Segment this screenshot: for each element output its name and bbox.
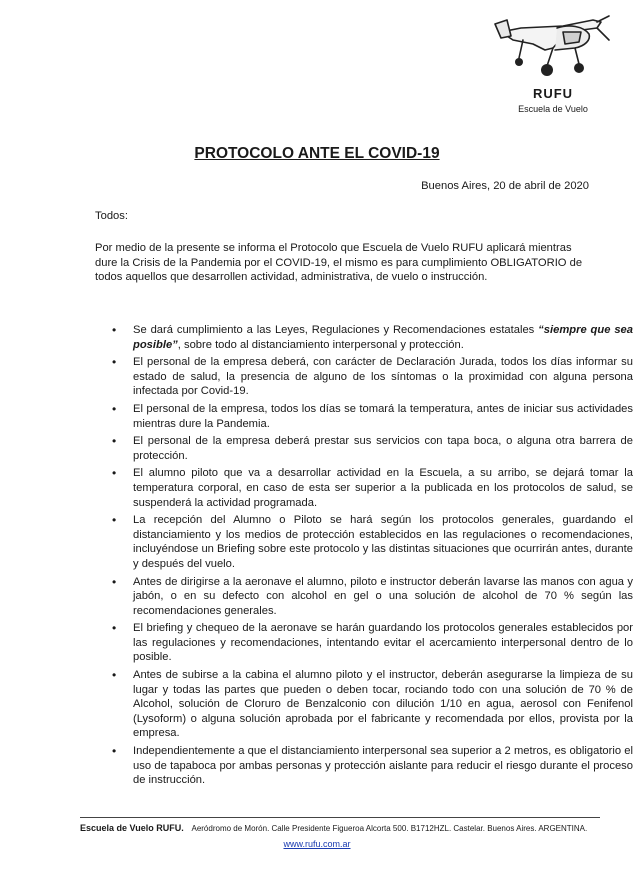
footer-address: Aeródromo de Morón. Calle Presidente Figueroa Alcorta 500. B1712HZL. Castelar. Buenos Aires. ARGENTINA. — [191, 824, 588, 833]
school-logo — [488, 14, 618, 124]
airplane-icon — [493, 14, 613, 84]
footer-website-link[interactable]: www.rufu.com.ar — [283, 839, 351, 849]
list-item — [133, 323, 633, 352]
list-item: • Antes de subirse a la cabina el alumno piloto y el instructor, deberán asegurarse la limpieza de su lugar y todas las partes que pueden o deben tocar, rociando todo con una solución de 70 % de Alcohol, solución de Cloruro de Benzalconio con dilución 1/10 en agua, aerosol con Fenifenol (Lysoform) o alguna solución aprobada por el fabricante y recomendada por ellos, provista por la empresa. — [133, 668, 633, 741]
list-item: • El alumno piloto que va a desarrollar actividad en la Escuela, a su arribo, se dejará tomar la temperatura corporal, en caso de esta ser superior a la publicada en los protocolos de salud, se suspenderá la actividad programada. — [133, 466, 633, 510]
footer-org: Escuela de Vuelo RUFU. — [80, 823, 184, 833]
list-item-emphasis: “siempre que sea posible” — [133, 324, 634, 351]
footer — [80, 823, 600, 833]
list-item: • El personal de la empresa, todos los días se tomará la temperatura, antes de iniciar sus actividades mientras dure la Pandemia. — [133, 402, 633, 431]
footer-divider — [80, 817, 600, 818]
list-item: • Antes de dirigirse a la aeronave el alumno, piloto e instructor deberán lavarse las manos con agua y jabón, o en su defecto con alcohol en gel o una solución de alcohol de 70 % según las recomendaciones generales. — [133, 575, 633, 619]
protocol-list — [95, 323, 633, 791]
document-date: Buenos Aires, 20 de abril de 2020 — [421, 180, 589, 192]
intro-paragraph: Por medio de la presente se informa el Protocolo que Escuela de Vuelo RUFU aplicará mientras dure la Crisis de la Pandemia por el COVID-19, el mismo es para cumplimiento OBLIGATORIO de todos aquellos que desarrollen actividad, administrativa, de vuelo o instrucción. — [95, 242, 583, 284]
list-item: • Independientemente a que el distanciamiento interpersonal sea superior a 2 metros, es obligatorio el uso de tapaboca por ambas personas y protección aislante para reducir el riesgo durante el proceso de instrucción. — [133, 744, 633, 788]
document-title: PROTOCOLO ANTE EL COVID-19 — [194, 145, 440, 162]
list-item: • El personal de la empresa deberá prestar sus servicios con tapa boca, o alguna otra barrera de protección. — [133, 434, 633, 463]
list-item-text: Se dará cumplimiento a las Leyes, Regulaciones y Recomendaciones estatales — [133, 324, 539, 336]
greeting: Todos: — [95, 210, 128, 222]
logo-name: RUFU — [532, 86, 574, 101]
list-item: • El personal de la empresa deberá, con carácter de Declaración Jurada, todos los días informar su estado de salud, la presencia de alguno de los síntomas o la proximidad con alguna persona infectada por Covid-19. — [133, 355, 633, 399]
list-item: • La recepción del Alumno o Piloto se hará según los protocolos generales, guardando el distanciamiento y los medios de protección establecidos en las regulaciones o recomendaciones, incluyéndose un Briefing sobre este protocolo y las distintas situaciones que ocurrirán antes, durante y después del vuelo. — [133, 513, 633, 571]
logo-subtitle: Escuela de Vuelo — [518, 104, 588, 114]
list-item: • El briefing y chequeo de la aeronave se harán guardando los protocolos generales establecidos por las regulaciones y recomendaciones, intentando evitar el acercamiento interpersonal dentro de lo posible. — [133, 621, 633, 665]
list-item-text: , sobre todo al distanciamiento interpersonal y protección. — [177, 338, 464, 351]
